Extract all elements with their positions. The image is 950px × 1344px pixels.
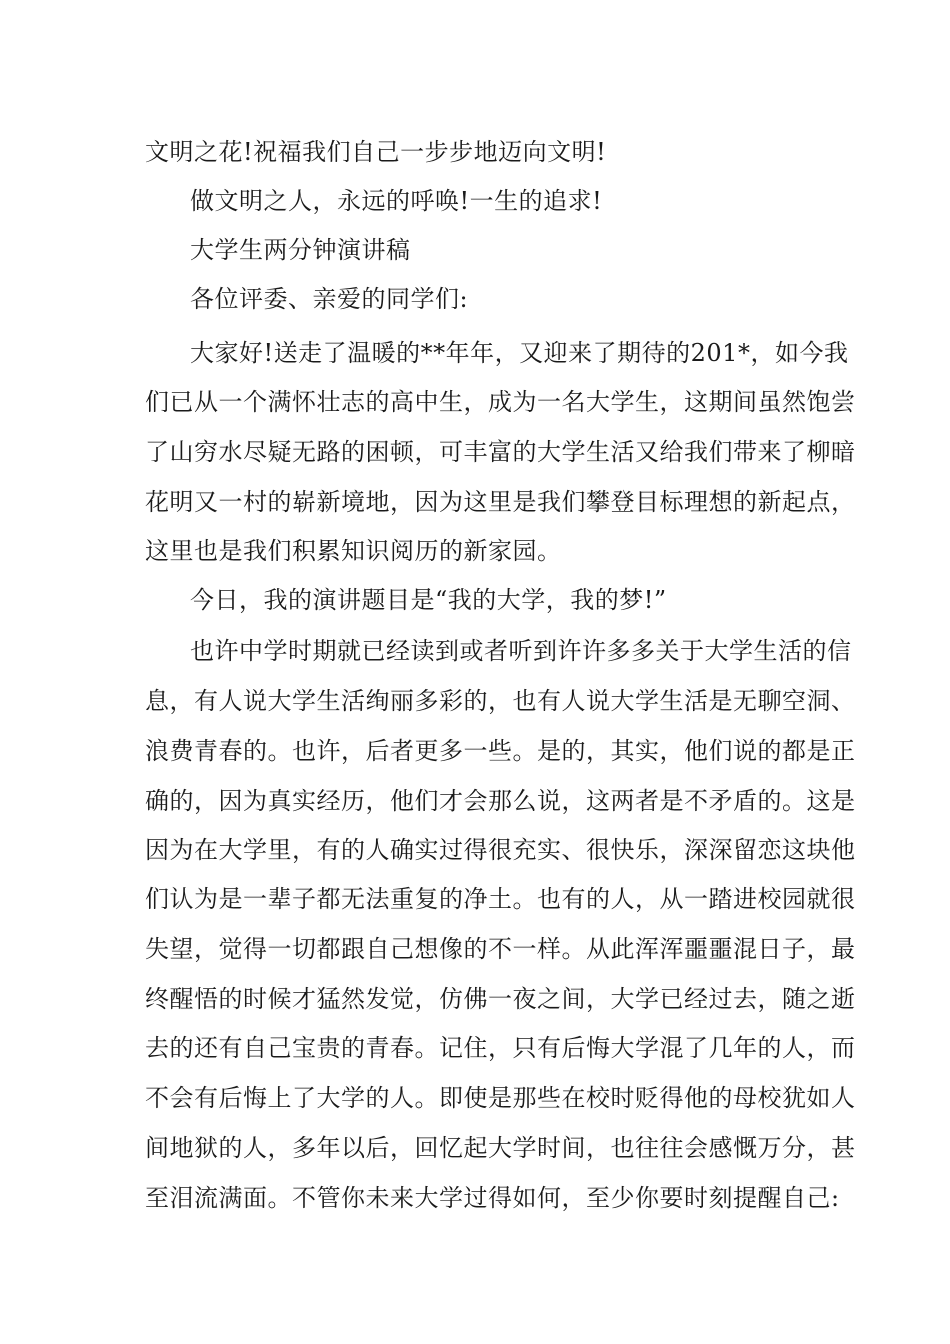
text-line: 文明之花!祝福我们自己一步步地迈向文明! xyxy=(145,138,607,166)
text-line: 不会有后悔上了大学的人。即使是那些在校时贬得他的母校犹如人 xyxy=(145,1084,856,1112)
speech-title: 大学生两分钟演讲稿 xyxy=(190,236,411,264)
text-line: 确的，因为真实经历，他们才会那么说，这两者是不矛盾的。这是 xyxy=(145,787,856,815)
text-line: 息，有人说大学生活绚丽多彩的，也有人说大学生活是无聊空洞、 xyxy=(145,687,856,715)
text-line: 了山穷水尽疑无路的困顿，可丰富的大学生活又给我们带来了柳暗 xyxy=(145,438,856,466)
text-line: 去的还有自己宝贵的青春。记住，只有后悔大学混了几年的人，而 xyxy=(145,1034,856,1062)
text-line: 间地狱的人，多年以后，回忆起大学时间，也往往会感慨万分，甚 xyxy=(145,1134,856,1162)
text-line: 也许中学时期就已经读到或者听到许许多多关于大学生活的信 xyxy=(190,637,852,665)
text-line: 浪费青春的。也许，后者更多一些。是的，其实，他们说的都是正 xyxy=(145,737,856,765)
text-line: 们认为是一辈子都无法重复的净土。也有的人，从一踏进校园就很 xyxy=(145,885,856,913)
text-line: 今日，我的演讲题目是“我的大学，我的梦!” xyxy=(190,586,667,614)
text-line: 这里也是我们积累知识阅历的新家园。 xyxy=(145,537,562,565)
text-line: 因为在大学里，有的人确实过得很充实、很快乐，深深留恋这块他 xyxy=(145,836,856,864)
salutation: 各位评委、亲爱的同学们: xyxy=(190,285,469,313)
text-line: 花明又一村的崭新境地，因为这里是我们攀登目标理想的新起点， xyxy=(145,488,856,516)
text-line: 们已从一个满怀壮志的高中生，成为一名大学生，这期间虽然饱尝 xyxy=(145,388,856,416)
text-line: 大家好!送走了温暖的**年年，又迎来了期待的201*，如今我 xyxy=(190,339,849,367)
text-line: 终醒悟的时候才猛然发觉，仿佛一夜之间，大学已经过去，随之逝 xyxy=(145,985,856,1013)
text-line: 做文明之人，永远的呼唤!一生的追求! xyxy=(190,187,603,215)
text-line: 失望，觉得一切都跟自己想像的不一样。从此浑浑噩噩混日子，最 xyxy=(145,935,856,963)
text-line: 至泪流满面。不管你未来大学过得如何，至少你要时刻提醒自己: xyxy=(145,1184,840,1212)
